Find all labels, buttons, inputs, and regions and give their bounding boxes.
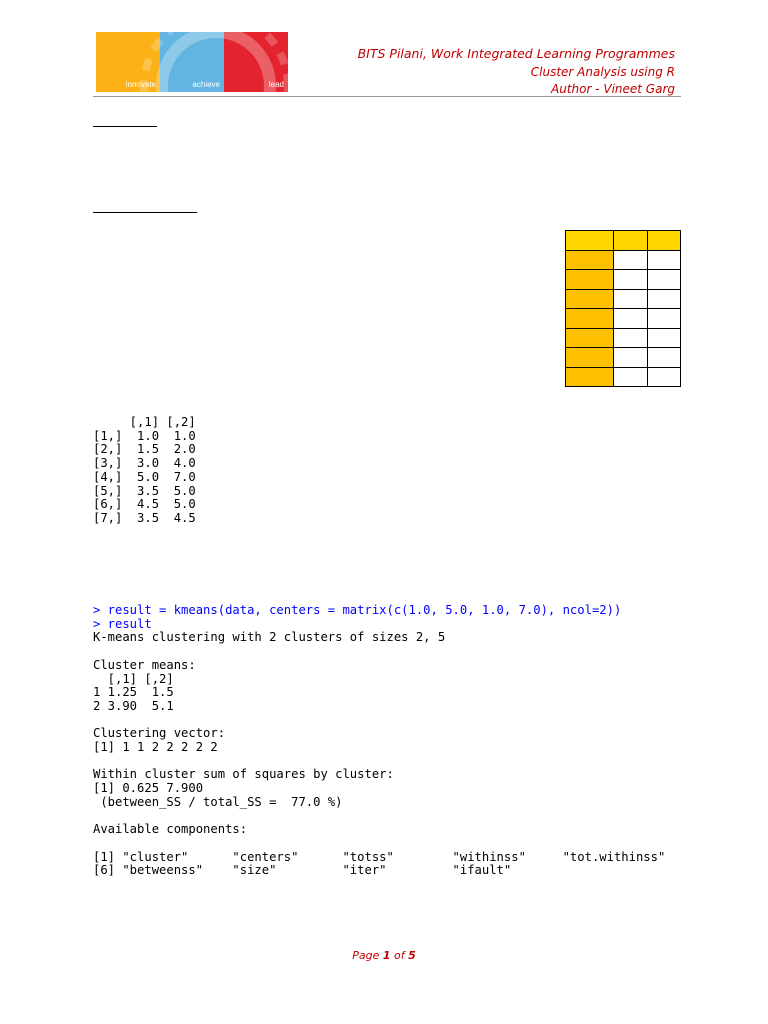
table-cell <box>648 328 681 348</box>
table-index-cell <box>566 289 614 309</box>
bits-logo <box>96 32 288 92</box>
console-line: Cluster means: <box>93 657 196 672</box>
matrix-header: [,1] [,2] <box>93 415 196 429</box>
console-line: 1 1.25 1.5 <box>93 685 174 700</box>
r-console-output <box>93 604 665 878</box>
table-cell <box>614 289 648 309</box>
console-line: [6] "betweenss" "size" "iter" "ifault" <box>93 863 512 878</box>
table-cell <box>648 270 681 290</box>
console-line: [1] "cluster" "centers" "totss" "withinss" "tot.withinss" <box>93 849 666 864</box>
header-title: Cluster Analysis using R <box>530 65 675 79</box>
logo-segment-lead <box>224 32 288 92</box>
table-row <box>566 348 681 368</box>
page-total: 5 <box>408 949 416 962</box>
table-cell <box>648 289 681 309</box>
logo-word-achieve: achieve <box>192 80 220 89</box>
table-header-row <box>566 231 681 251</box>
r-command-print: > result <box>93 616 152 631</box>
matrix-row: [1,] 1.0 1.0 <box>93 428 196 443</box>
heading-underline-1 <box>93 126 157 127</box>
matrix-row: [7,] 3.5 4.5 <box>93 510 196 525</box>
table-index-cell <box>566 328 614 348</box>
page-number: 1 <box>382 949 391 962</box>
table-row <box>566 367 681 387</box>
console-line: (between_SS / total_SS = 77.0 %) <box>93 794 343 809</box>
table-cell <box>648 250 681 270</box>
table-cell <box>648 348 681 368</box>
logo-segment-innovate <box>96 32 160 92</box>
document-header <box>358 44 675 98</box>
table-index-cell <box>566 270 614 290</box>
table-cell <box>648 309 681 329</box>
page-footer <box>0 949 768 962</box>
r-command-kmeans: > result = kmeans(data, centers = matrix(c(1.0, 5.0, 1.0, 7.0), ncol=2)) <box>93 603 622 617</box>
console-line: [1] 0.625 7.900 <box>93 781 204 796</box>
table-cell <box>614 231 648 251</box>
table-index-cell <box>566 309 614 329</box>
table-row <box>566 289 681 309</box>
table-cell <box>566 231 614 251</box>
table-cell <box>648 367 681 387</box>
data-table <box>565 230 681 387</box>
table-cell <box>614 328 648 348</box>
table-cell <box>614 367 648 387</box>
console-line: 2 3.90 5.1 <box>93 698 174 713</box>
logo-word-innovate: innovate <box>125 80 156 89</box>
table-index-cell <box>566 367 614 387</box>
table-index-cell <box>566 348 614 368</box>
matrix-row: [2,] 1.5 2.0 <box>93 442 196 457</box>
heading-underline-2 <box>93 212 197 213</box>
matrix-row: [6,] 4.5 5.0 <box>93 497 196 512</box>
table-cell <box>614 270 648 290</box>
table-cell <box>614 250 648 270</box>
header-divider <box>93 96 681 97</box>
table-index-cell <box>566 250 614 270</box>
table-cell <box>614 309 648 329</box>
matrix-row: [4,] 5.0 7.0 <box>93 469 196 484</box>
table-row <box>566 309 681 329</box>
table-cell <box>614 348 648 368</box>
page-label: Page <box>352 949 380 962</box>
matrix-row: [3,] 3.0 4.0 <box>93 456 196 471</box>
header-author: Author - Vineet Garg <box>551 82 675 96</box>
console-line: [,1] [,2] <box>93 671 174 686</box>
console-line: [1] 1 1 2 2 2 2 2 <box>93 740 218 755</box>
data-matrix-output <box>93 416 196 526</box>
console-line: Within cluster sum of squares by cluster: <box>93 767 394 782</box>
console-line: Available components: <box>93 822 248 837</box>
header-institution: BITS Pilani, Work Integrated Learning Programmes <box>357 46 675 61</box>
table-row <box>566 328 681 348</box>
of-label: of <box>394 949 405 962</box>
table-cell <box>648 231 681 251</box>
table-row <box>566 270 681 290</box>
console-line: K-means clustering with 2 clusters of sizes 2, 5 <box>93 630 446 645</box>
matrix-row: [5,] 3.5 5.0 <box>93 483 196 498</box>
console-line: Clustering vector: <box>93 726 226 741</box>
logo-segment-achieve <box>160 32 224 92</box>
logo-word-lead: lead <box>268 80 284 89</box>
table-row <box>566 250 681 270</box>
